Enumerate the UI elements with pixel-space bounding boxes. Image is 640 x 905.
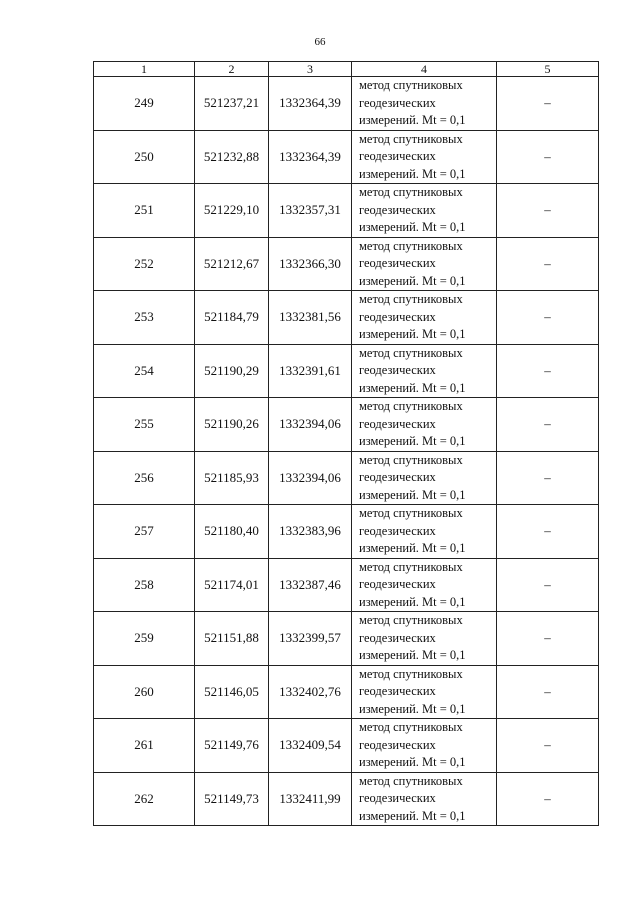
note-cell: – xyxy=(497,719,599,773)
table-row xyxy=(94,184,599,238)
x-coordinate-cell: 521151,88 xyxy=(195,612,269,666)
y-coordinate-cell: 1332364,39 xyxy=(269,130,352,184)
method-line: измерений. Mt = 0,1 xyxy=(359,273,466,288)
y-coordinate-cell: 1332394,06 xyxy=(269,398,352,452)
x-coordinate-cell: 521174,01 xyxy=(195,558,269,612)
column-header-2: 2 xyxy=(195,62,269,77)
method-line: метод спутниковых xyxy=(359,559,463,574)
note-cell: – xyxy=(497,237,599,291)
method-cell xyxy=(352,665,497,719)
method-line: измерений. Mt = 0,1 xyxy=(359,701,466,716)
table-row xyxy=(94,77,599,131)
method-cell xyxy=(352,505,497,559)
table-row xyxy=(94,130,599,184)
y-coordinate-cell: 1332381,56 xyxy=(269,291,352,345)
y-coordinate-cell: 1332394,06 xyxy=(269,451,352,505)
x-coordinate-cell: 521190,26 xyxy=(195,398,269,452)
table-row xyxy=(94,719,599,773)
table-row xyxy=(94,344,599,398)
y-coordinate-cell: 1332387,46 xyxy=(269,558,352,612)
method-line: измерений. Mt = 0,1 xyxy=(359,380,466,395)
method-line: измерений. Mt = 0,1 xyxy=(359,594,466,609)
table-row xyxy=(94,398,599,452)
method-line: метод спутниковых xyxy=(359,773,463,788)
x-coordinate-cell: 521149,76 xyxy=(195,719,269,773)
table-row xyxy=(94,451,599,505)
x-coordinate-cell: 521149,73 xyxy=(195,772,269,826)
method-line: измерений. Mt = 0,1 xyxy=(359,541,466,555)
point-number-cell: 250 xyxy=(94,130,195,184)
method-line: геодезических xyxy=(359,202,436,217)
note-cell: – xyxy=(497,451,599,505)
point-number-cell: 261 xyxy=(94,719,195,773)
note-cell: – xyxy=(497,665,599,719)
method-line: геодезических xyxy=(359,577,436,591)
table-row xyxy=(94,772,599,826)
method-line: геодезических xyxy=(359,523,436,538)
column-header-4: 4 xyxy=(352,62,497,77)
method-cell xyxy=(352,237,497,291)
method-line: метод спутниковых xyxy=(359,452,463,467)
x-coordinate-cell: 521229,10 xyxy=(195,184,269,238)
method-cell xyxy=(352,719,497,773)
note-cell: – xyxy=(497,558,599,612)
table-row xyxy=(94,612,599,666)
note-cell: – xyxy=(497,184,599,238)
method-line: геодезических xyxy=(359,363,436,377)
method-line: метод спутниковых xyxy=(359,506,463,520)
method-line: измерений. Mt = 0,1 xyxy=(359,327,466,341)
column-header-1: 1 xyxy=(94,62,195,77)
method-line: измерений. Mt = 0,1 xyxy=(359,220,466,234)
x-coordinate-cell: 521212,67 xyxy=(195,237,269,291)
point-number-cell: 257 xyxy=(94,505,195,559)
method-line: метод спутниковых xyxy=(359,185,463,199)
method-cell xyxy=(352,344,497,398)
table-body xyxy=(94,77,599,826)
table-row xyxy=(94,237,599,291)
point-number-cell: 262 xyxy=(94,772,195,826)
y-coordinate-cell: 1332383,96 xyxy=(269,505,352,559)
note-cell: – xyxy=(497,398,599,452)
y-coordinate-cell: 1332364,39 xyxy=(269,77,352,131)
method-line: метод спутниковых xyxy=(359,345,463,360)
table-row xyxy=(94,505,599,559)
method-cell xyxy=(352,184,497,238)
method-cell xyxy=(352,398,497,452)
note-cell: – xyxy=(497,612,599,666)
x-coordinate-cell: 521185,93 xyxy=(195,451,269,505)
point-number-cell: 251 xyxy=(94,184,195,238)
method-cell xyxy=(352,77,497,131)
method-line: метод спутниковых xyxy=(359,720,463,734)
method-line: метод спутниковых xyxy=(359,666,463,681)
method-line: геодезических xyxy=(359,309,436,324)
note-cell: – xyxy=(497,344,599,398)
y-coordinate-cell: 1332409,54 xyxy=(269,719,352,773)
method-line: геодезических xyxy=(359,256,436,270)
method-line: геодезических xyxy=(359,470,436,484)
y-coordinate-cell: 1332366,30 xyxy=(269,237,352,291)
method-line: метод спутниковых xyxy=(359,613,463,627)
coordinates-table xyxy=(93,61,599,826)
x-coordinate-cell: 521190,29 xyxy=(195,344,269,398)
x-coordinate-cell: 521146,05 xyxy=(195,665,269,719)
y-coordinate-cell: 1332411,99 xyxy=(269,772,352,826)
method-line: измерений. Mt = 0,1 xyxy=(359,113,466,127)
x-coordinate-cell: 521180,40 xyxy=(195,505,269,559)
point-number-cell: 259 xyxy=(94,612,195,666)
point-number-cell: 260 xyxy=(94,665,195,719)
method-cell xyxy=(352,558,497,612)
method-line: метод спутниковых xyxy=(359,399,463,413)
table-row xyxy=(94,291,599,345)
method-line: измерений. Mt = 0,1 xyxy=(359,166,466,181)
method-line: измерений. Mt = 0,1 xyxy=(359,648,466,662)
note-cell: – xyxy=(497,772,599,826)
y-coordinate-cell: 1332357,31 xyxy=(269,184,352,238)
x-coordinate-cell: 521232,88 xyxy=(195,130,269,184)
method-cell xyxy=(352,130,497,184)
note-cell: – xyxy=(497,505,599,559)
method-line: метод спутниковых xyxy=(359,131,463,146)
point-number-cell: 249 xyxy=(94,77,195,131)
method-cell xyxy=(352,772,497,826)
method-line: измерений. Mt = 0,1 xyxy=(359,434,466,448)
column-header-3: 3 xyxy=(269,62,352,77)
y-coordinate-cell: 1332391,61 xyxy=(269,344,352,398)
note-cell: – xyxy=(497,291,599,345)
table-row xyxy=(94,558,599,612)
method-line: метод спутниковых xyxy=(359,78,463,92)
method-line: метод спутниковых xyxy=(359,292,463,306)
method-cell xyxy=(352,612,497,666)
method-line: геодезических xyxy=(359,737,436,752)
page-number: 66 xyxy=(314,36,326,48)
method-line: геодезических xyxy=(359,149,436,163)
point-number-cell: 254 xyxy=(94,344,195,398)
point-number-cell: 255 xyxy=(94,398,195,452)
point-number-cell: 252 xyxy=(94,237,195,291)
x-coordinate-cell: 521237,21 xyxy=(195,77,269,131)
method-cell xyxy=(352,291,497,345)
method-cell xyxy=(352,451,497,505)
table-header-row xyxy=(94,62,599,77)
point-number-cell: 256 xyxy=(94,451,195,505)
y-coordinate-cell: 1332399,57 xyxy=(269,612,352,666)
point-number-cell: 253 xyxy=(94,291,195,345)
x-coordinate-cell: 521184,79 xyxy=(195,291,269,345)
method-line: геодезических xyxy=(359,791,436,805)
point-number-cell: 258 xyxy=(94,558,195,612)
column-header-5: 5 xyxy=(497,62,599,77)
method-line: метод спутниковых xyxy=(359,238,463,253)
method-line: геодезических xyxy=(359,630,436,645)
y-coordinate-cell: 1332402,76 xyxy=(269,665,352,719)
method-line: измерений. Mt = 0,1 xyxy=(359,808,466,823)
note-cell: – xyxy=(497,77,599,131)
note-cell: – xyxy=(497,130,599,184)
method-line: геодезических xyxy=(359,95,436,110)
method-line: измерений. Mt = 0,1 xyxy=(359,487,466,502)
method-line: геодезических xyxy=(359,684,436,698)
method-line: геодезических xyxy=(359,416,436,431)
method-line: измерений. Mt = 0,1 xyxy=(359,755,466,769)
table-row xyxy=(94,665,599,719)
